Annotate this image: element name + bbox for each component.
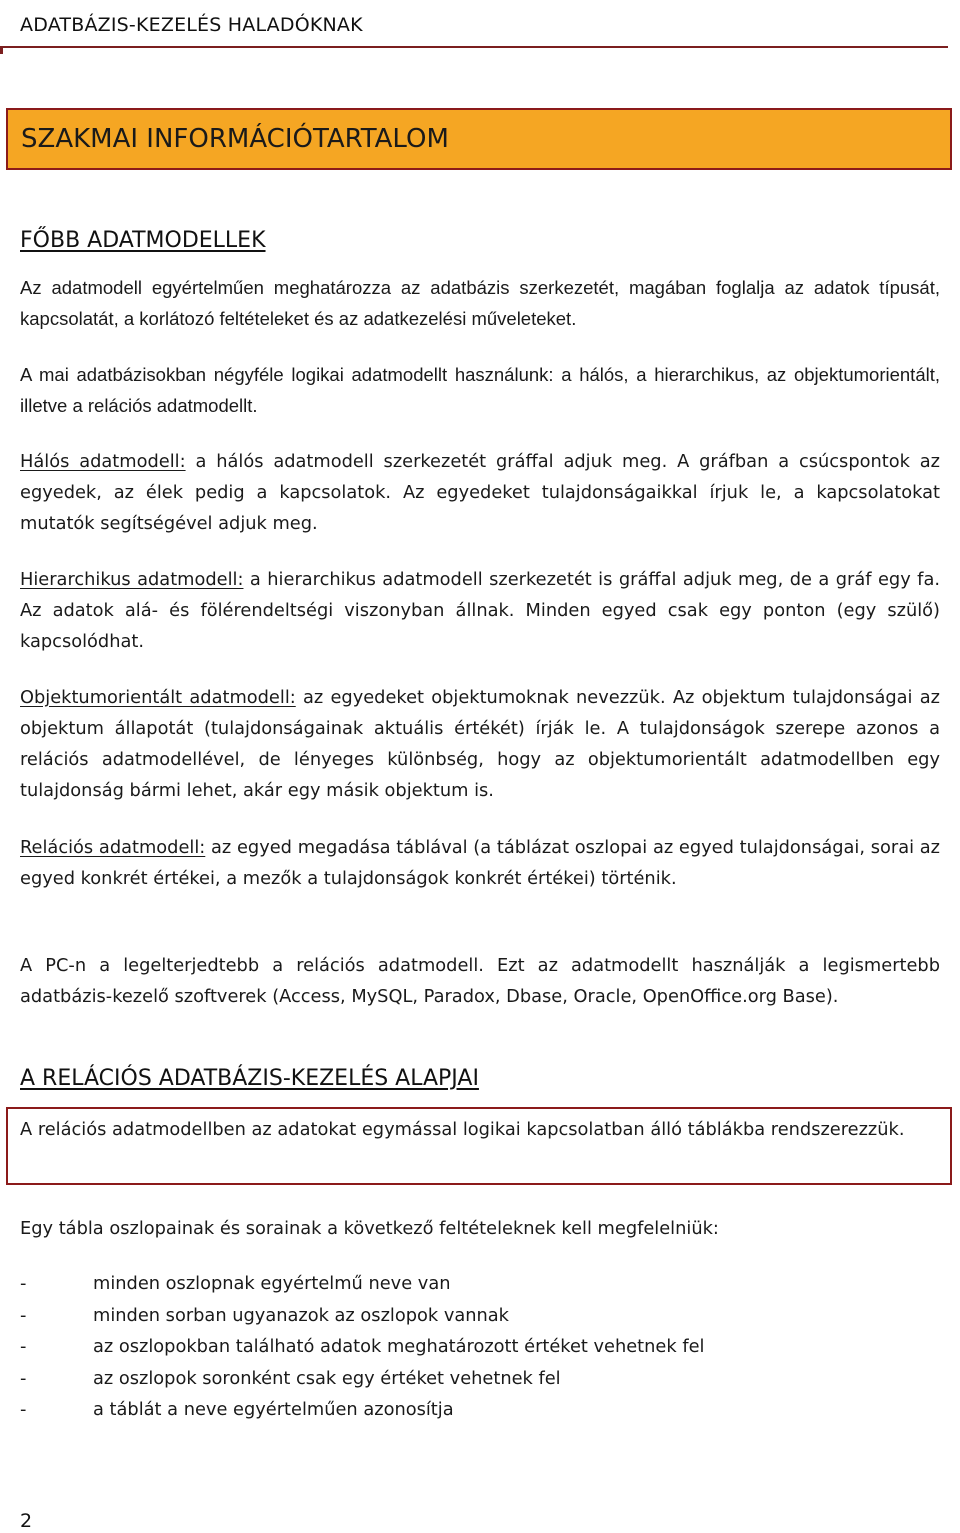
banner-title: SZAKMAI INFORMÁCIÓTARTALOM — [21, 124, 449, 154]
paragraph-conditions-intro: Egy tábla oszlopainak és sorainak a következő feltételeknek kell megfelelniük: — [20, 1218, 719, 1239]
list-item — [20, 1363, 704, 1395]
list-dash: - — [20, 1367, 27, 1389]
relational-model-text: az egyed megadása táblával (a táblázat oszlopai az egyed tulajdonságai, sorai az egyed konkrét értékei, a mezők a tulajdonságok konkrét értékei) történik. — [20, 837, 940, 889]
list-item — [20, 1300, 704, 1332]
term-object-model: Objektumorientált adatmodell: — [20, 687, 296, 708]
list-item — [20, 1394, 704, 1426]
section-heading-main-models: FŐBB ADATMODELLEK — [20, 228, 266, 253]
header-rule-tick — [0, 46, 3, 54]
network-model-text: a hálós adatmodell szerkezetét gráffal adjuk meg. A gráfban a csúcspontok az egyedek, az élek pedig a kapcsolatok. Az egyedeket tulajdonságaikkal írjuk le, a kapcsolatokat mutatók segítségével adjuk meg. — [20, 451, 940, 534]
paragraph-hierarchical-model — [20, 564, 940, 657]
paragraph-network-model — [20, 446, 940, 539]
running-header: ADATBÁZIS-KEZELÉS HALADÓKNAK — [20, 14, 363, 36]
page-number: 2 — [20, 1510, 33, 1532]
list-dash: - — [20, 1336, 27, 1357]
header-rule — [0, 46, 948, 48]
list-item-text: minden oszlopnak egyértelmű neve van — [93, 1273, 451, 1294]
list-dash: - — [20, 1399, 27, 1420]
hierarchical-model-text: a hierarchikus adatmodell szerkezetét is gráffal adjuk meg, de a gráf egy fa. Az adatok alá- és fölérendeltségi viszonyban állnak. Minden egyed csak egy ponton (egy szülő) kapcsolódhat. — [20, 569, 940, 652]
highlight-box — [6, 1107, 952, 1185]
paragraph-relational-model — [20, 832, 940, 894]
list-item — [20, 1331, 704, 1363]
paragraph-pc-relational: A PC-n a legelterjedtebb a relációs adatmodell. Ezt az adatmodellt használják a legismertebb adatbázis-kezelő szoftverek (Access, MySQL, Paradox, Dbase, Oracle, OpenOffice.org Base). — [20, 955, 940, 1007]
object-model-text: az egyedeket objektumoknak nevezzük. Az objektum tulajdonságai az objektum állapotát (tulajdonságainak aktuális értékét) írják le. A tulajdonságok szerepe azonos a relációs adatmodellével, de lényeges különbség, hogy az objektumorientált adatmodellben egy tulajdonság bármi lehet, akár egy másik objektum is. — [20, 687, 940, 801]
paragraph-intro: Az adatmodell egyértelműen meghatározza az adatbázis szerkezetét, magában foglalja az adatok típusát, kapcsolatát, a korlátozó feltételeket és az adatkezelési műveleteket. — [20, 277, 940, 329]
list-item — [20, 1268, 704, 1300]
list-item-text: minden sorban ugyanazok az oszlopok vannak — [93, 1304, 509, 1326]
boxed-definition: A relációs adatmodellben az adatokat egymással logikai kapcsolatban álló táblákba rendszerezzük. — [20, 1119, 905, 1140]
term-relational-model: Relációs adatmodell: — [20, 837, 206, 858]
section-heading-relational-basics: A RELÁCIÓS ADATBÁZIS-KEZELÉS ALAPJAI — [20, 1066, 479, 1091]
list-dash: - — [20, 1273, 27, 1294]
term-hierarchical-model: Hierarchikus adatmodell: — [20, 569, 244, 590]
term-network-model: Hálós adatmodell: — [20, 451, 186, 472]
section-banner — [6, 108, 952, 170]
list-item-text: az oszlopok soronként csak egy értéket vehetnek fel — [93, 1367, 561, 1389]
list-item-text: az oszlopokban található adatok meghatározott értéket vehetnek fel — [93, 1336, 705, 1357]
list-item-text: a táblát a neve egyértelműen azonosítja — [93, 1399, 454, 1420]
paragraph-model-types: A mai adatbázisokban négyféle logikai adatmodellt használunk: a hálós, a hierarchikus, az objektumorientált, illetve a relációs adatmodellt. — [20, 364, 940, 416]
paragraph-object-model — [20, 682, 940, 806]
conditions-list — [20, 1268, 704, 1426]
list-dash: - — [20, 1304, 27, 1326]
